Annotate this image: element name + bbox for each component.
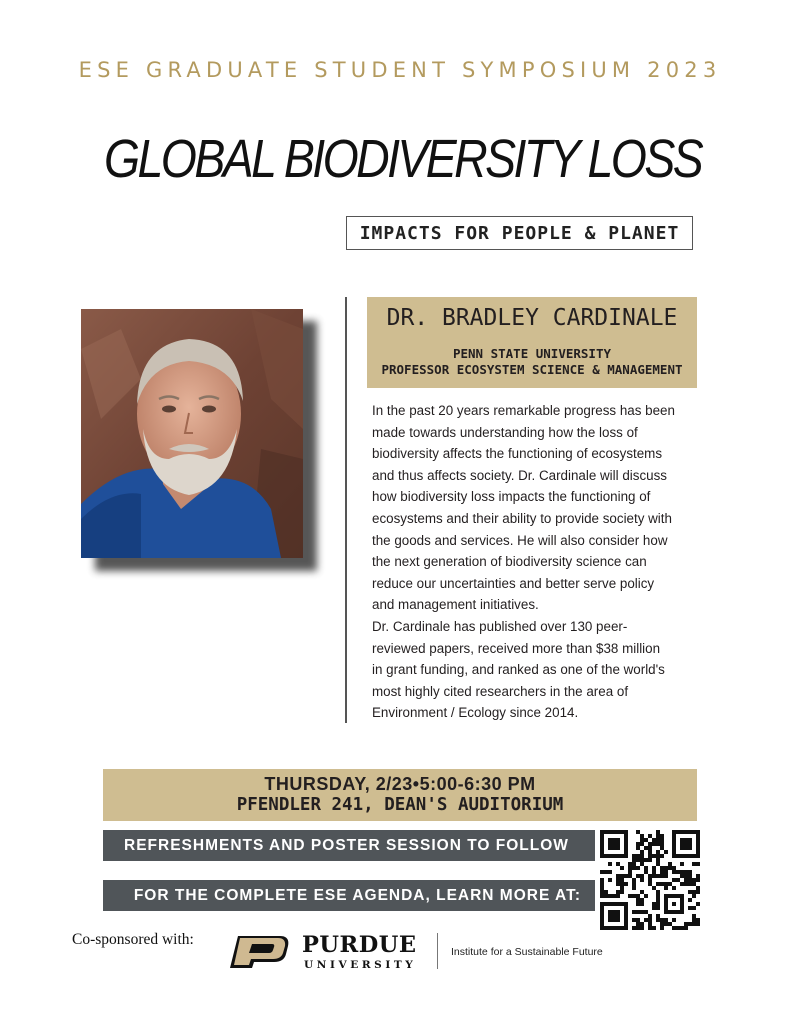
abstract-line: in grant funding, and ranked as one of the world's	[372, 662, 665, 678]
vertical-divider	[345, 297, 347, 723]
cosponsor-label: Co-sponsored with:	[72, 931, 194, 948]
purdue-wordmark: PURDUE	[302, 932, 417, 958]
speaker-header	[367, 297, 697, 388]
institute-name: Institute for a Sustainable Future	[451, 946, 603, 958]
abstract-line: biodiversity affects the functioning of ecosystems	[372, 446, 663, 462]
speaker-name: DR. BRADLEY CARDINALE	[386, 305, 678, 331]
abstract-line: how biodiversity loss impacts the functioning of	[372, 489, 651, 505]
subtitle-text: IMPACTS FOR PEOPLE & PLANET	[359, 222, 680, 244]
abstract-line: and thus affects society. Dr. Cardinale will discuss	[372, 467, 667, 483]
abstract	[372, 400, 702, 724]
abstract-line: reviewed papers, received more than $38 million	[372, 640, 661, 656]
refreshments-text: REFRESHMENTS AND POSTER SESSION TO FOLLOW	[124, 836, 569, 854]
speaker-title: PROFESSOR ECOSYSTEM SCIENCE & MANAGEMENT	[381, 362, 683, 377]
event-details	[103, 769, 697, 821]
abstract-line: and management initiatives.	[372, 597, 539, 613]
speaker-photo	[81, 309, 303, 558]
abstract-line: made towards understanding how the loss of	[372, 424, 638, 440]
abstract-line: In the past 20 years remarkable progress has been	[372, 403, 675, 418]
page-title: GLOBAL BIODIVERSITY LOSS	[104, 129, 702, 189]
agenda-text: FOR THE COMPLETE ESE AGENDA, LEARN MORE AT:	[133, 886, 581, 904]
speaker-university: PENN STATE UNIVERSITY	[452, 346, 612, 361]
subtitle-box	[346, 216, 693, 250]
abstract-line: the goods and services. He will also consider how	[372, 532, 668, 548]
university-wordmark: UNIVERSITY	[304, 959, 417, 971]
agenda-banner	[103, 880, 595, 911]
abstract-line: the next generation of biodiversity science can	[372, 554, 647, 570]
abstract-line: reduce our uncertainties and better serve policy	[372, 575, 655, 591]
refreshments-banner	[103, 830, 595, 861]
symposium-heading: ESE GRADUATE STUDENT SYMPOSIUM 2023	[78, 58, 722, 82]
abstract-line: most highly cited researchers in the area of	[372, 683, 629, 699]
qr-code[interactable]	[600, 830, 700, 930]
purdue-p-logo-icon	[228, 934, 292, 970]
abstract-line: Environment / Ecology since 2014.	[372, 705, 579, 721]
event-time: THURSDAY, 2/23•5:00-6:30 PM	[264, 774, 536, 794]
logo-divider	[437, 933, 438, 969]
speaker-affiliation	[367, 346, 697, 378]
abstract-line: Dr. Cardinale has published over 130 peer-	[372, 618, 628, 634]
abstract-line: ecosystems and their ability to provide society with	[372, 510, 672, 526]
event-location: PFENDLER 241, DEAN'S AUDITORIUM	[236, 795, 564, 815]
